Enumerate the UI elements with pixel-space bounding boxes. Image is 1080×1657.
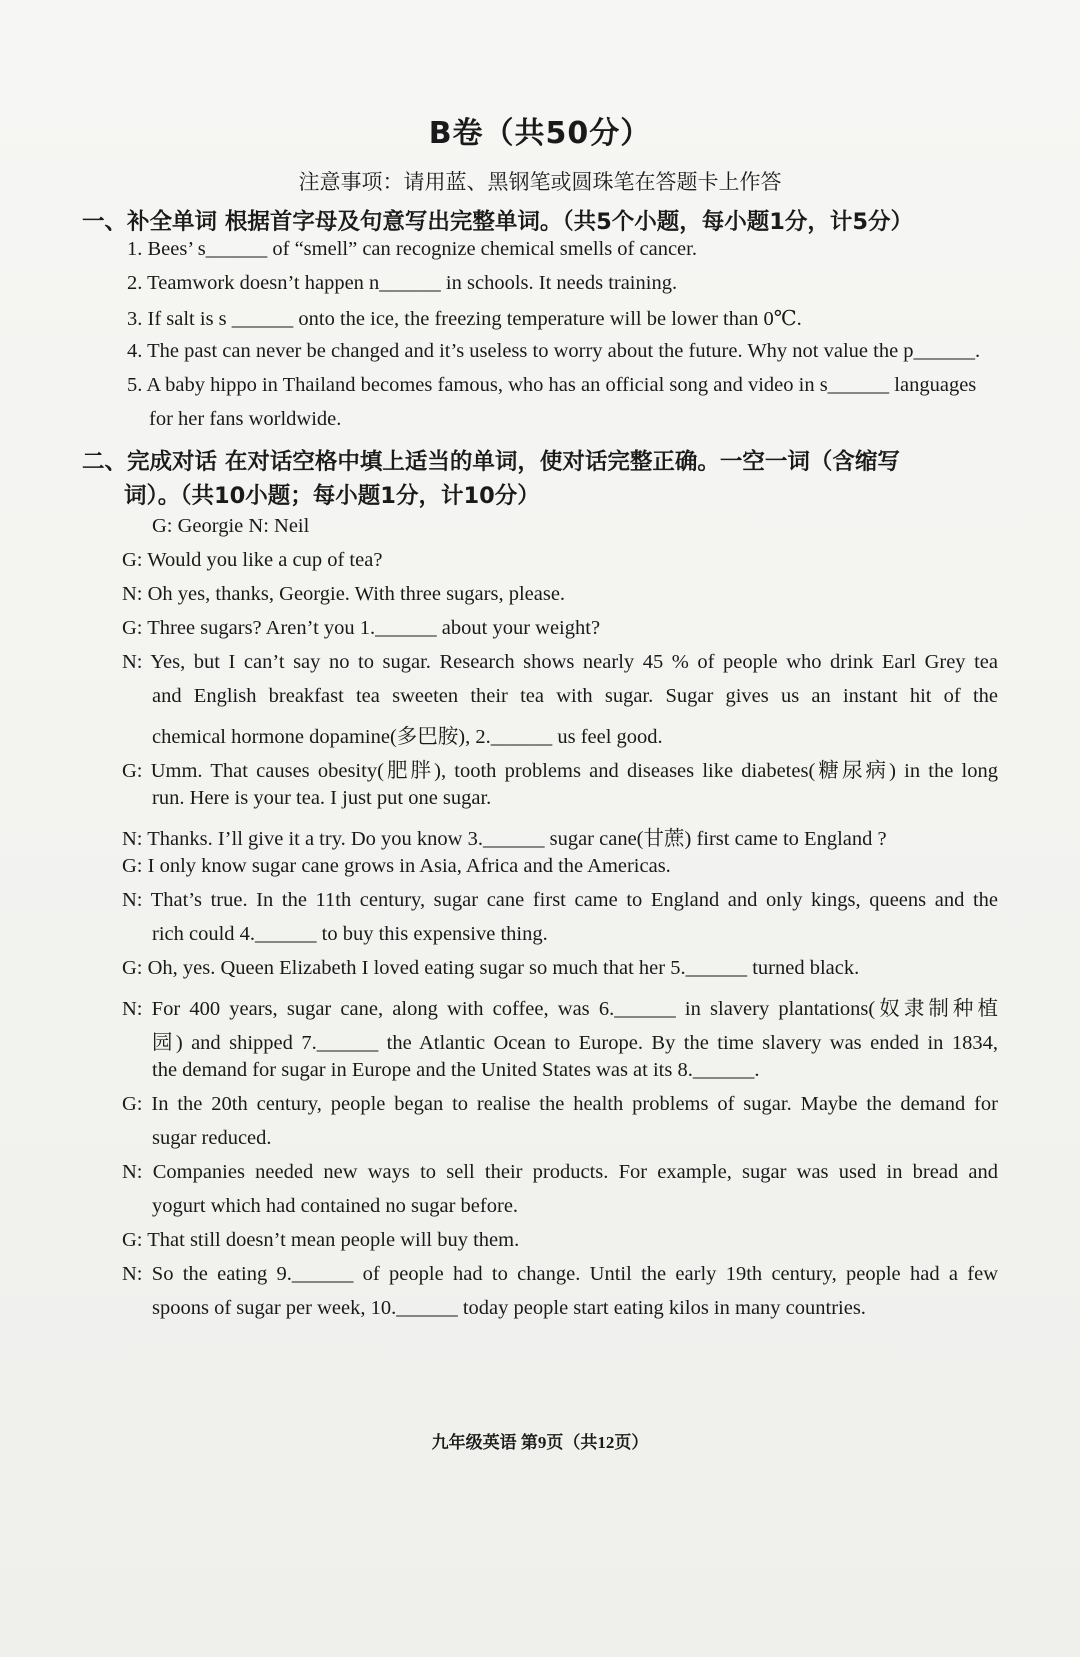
dialogue-line-cont: run. Here is your tea. I just put one sugar.: [152, 787, 492, 809]
s1-item-3: 3. If salt is s ______ onto the ice, the freezing temperature will be lower than 0℃.: [127, 308, 802, 330]
section2-heading-line2: 词）。（共10小题；每小题1分，计10分）: [124, 483, 540, 509]
dialogue-line-cont: rich could 4.______ to buy this expensive thing.: [152, 923, 548, 945]
dialogue-line: G: Would you like a cup of tea?: [122, 549, 383, 571]
dialogue-line: N: Yes, but I can’t say no to sugar. Research shows nearly 45 % of people who drink Earl Grey tea: [122, 651, 998, 673]
s1-item-5-cont: for her fans worldwide.: [149, 408, 342, 430]
dialogue-line: N: For 400 years, sugar cane, along with coffee, was 6.______ in slavery plantations(奴隶制种植: [122, 998, 998, 1020]
dialogue-speakers: G: Georgie N: Neil: [152, 515, 310, 537]
s1-item-1: 1. Bees’ s______ of “smell” can recognize chemical smells of cancer.: [127, 238, 697, 260]
section1-heading: 一、补全单词 根据首字母及句意写出完整单词。（共5个小题，每小题1分，计5分）: [82, 209, 914, 235]
dialogue-line: G: That still doesn’t mean people will buy them.: [122, 1229, 520, 1251]
section2-heading-line1: 二、完成对话 在对话空格中填上适当的单词，使对话完整正确。一空一词（含缩写: [82, 449, 900, 475]
dialogue-line: G: Umm. That causes obesity(肥胖), tooth problems and diseases like diabetes(糖尿病) in the long: [122, 760, 998, 782]
dialogue-line-cont: and English breakfast tea sweeten their tea with sugar. Sugar gives us an instant hit of the: [152, 685, 998, 707]
dialogue-line-cont: yogurt which had contained no sugar before.: [152, 1195, 519, 1217]
dialogue-line-cont: the demand for sugar in Europe and the United States was at its 8.______.: [152, 1059, 760, 1081]
s1-item-5: 5. A baby hippo in Thailand becomes famous, who has an official song and video in s______ languages: [127, 374, 977, 396]
page-footer: 九年级英语 第9页（共12页）: [431, 1433, 649, 1452]
paper-title: B卷（共50分）: [428, 116, 652, 151]
dialogue-line: N: Companies needed new ways to sell their products. For example, sugar was used in bread and: [122, 1161, 998, 1183]
dialogue-line-cont: sugar reduced.: [152, 1127, 272, 1149]
dialogue-line: G: I only know sugar cane grows in Asia, Africa and the Americas.: [122, 855, 671, 877]
dialogue-line: N: So the eating 9.______ of people had to change. Until the early 19th century, people had a few: [122, 1263, 998, 1285]
dialogue-line-cont: spoons of sugar per week, 10.______ today people start eating kilos in many countries.: [152, 1297, 866, 1319]
s1-item-4: 4. The past can never be changed and it’s useless to worry about the future. Why not value the p______.: [127, 340, 981, 362]
dialogue-line: G: In the 20th century, people began to realise the health problems of sugar. Maybe the demand for: [122, 1093, 998, 1115]
dialogue-line-cont: 园) and shipped 7.______ the Atlantic Ocean to Europe. By the time slavery was ended in 1834,: [152, 1032, 998, 1054]
dialogue-line: N: Oh yes, thanks, Georgie. With three sugars, please.: [122, 583, 566, 605]
notice-text: 注意事项：请用蓝、黑钢笔或圆珠笔在答题卡上作答: [298, 170, 782, 194]
dialogue-line: G: Oh, yes. Queen Elizabeth I loved eating sugar so much that her 5.______ turned black.: [122, 957, 860, 979]
dialogue-line-cont: chemical hormone dopamine(多巴胺), 2.______ us feel good.: [152, 726, 663, 748]
dialogue-line: N: That’s true. In the 11th century, sugar cane first came to England and only kings, queens and the: [122, 889, 998, 911]
dialogue-line: G: Three sugars? Aren’t you 1.______ about your weight?: [122, 617, 601, 639]
dialogue-line: N: Thanks. I’ll give it a try. Do you know 3.______ sugar cane(甘蔗) first came to England ?: [122, 828, 887, 850]
s1-item-2: 2. Teamwork doesn’t happen n______ in schools. It needs training.: [127, 272, 678, 294]
